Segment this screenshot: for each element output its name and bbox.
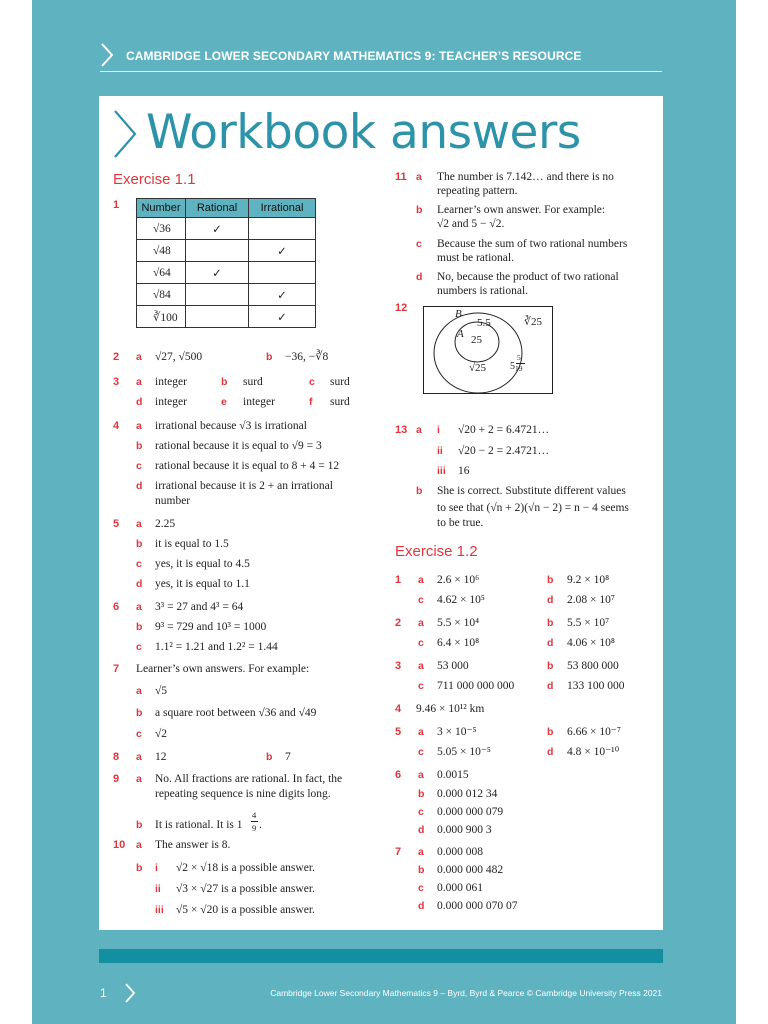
part-label: a bbox=[416, 171, 422, 183]
part-label: d bbox=[136, 578, 143, 590]
question-number: 9 bbox=[113, 773, 120, 785]
answer-text: 0.000 061 bbox=[437, 882, 483, 894]
part-label: d bbox=[418, 900, 425, 912]
answer-text: a square root between √36 and √49 bbox=[155, 707, 317, 719]
part-label: b bbox=[266, 751, 273, 763]
footer-bar bbox=[99, 949, 663, 963]
answer-text: irrational because it is 2 + an irrational bbox=[155, 480, 333, 492]
table-row bbox=[137, 306, 316, 328]
answer-text: √20 + 2 = 6.4721… bbox=[458, 424, 550, 436]
subpart-label: ii bbox=[155, 883, 161, 895]
number-cell: √84 bbox=[137, 284, 186, 306]
column-header: Number bbox=[137, 199, 186, 218]
part-label: a bbox=[136, 839, 142, 851]
part-label: c bbox=[416, 238, 422, 250]
part-label: d bbox=[136, 480, 143, 492]
part-label: a bbox=[418, 660, 424, 672]
part-label: b bbox=[136, 538, 143, 550]
part-label: a bbox=[136, 351, 142, 363]
part-label: b bbox=[221, 376, 228, 388]
part-label: b bbox=[416, 204, 423, 216]
rational-cell bbox=[186, 306, 249, 328]
subpart-label: ii bbox=[437, 445, 443, 457]
question-number: 7 bbox=[395, 846, 402, 858]
rational-cell bbox=[186, 240, 249, 262]
answer-text: No, because the product of two rational bbox=[437, 271, 619, 283]
question-number: 7 bbox=[113, 663, 120, 675]
question-number: 13 bbox=[395, 424, 408, 436]
venn-label-b: B bbox=[455, 308, 462, 320]
part-label: b bbox=[547, 660, 554, 672]
answer-text: surd bbox=[243, 376, 263, 388]
table-row bbox=[137, 240, 316, 262]
answer-text: to see that (√n + 2)(√n − 2) = n − 4 seems bbox=[437, 502, 629, 514]
answer-text: √20 − 2 = 2.4721… bbox=[458, 445, 550, 457]
answer-text: 3 × 10⁻⁵ bbox=[437, 726, 477, 738]
answer-text: it is equal to 1.5 bbox=[155, 538, 229, 550]
part-label: b bbox=[136, 819, 143, 831]
question-number: 6 bbox=[395, 769, 402, 781]
answer-text: must be rational. bbox=[437, 252, 514, 264]
question-number: 2 bbox=[113, 351, 120, 363]
answer-text: surd bbox=[330, 396, 350, 408]
answer-text: √27, √500 bbox=[155, 351, 203, 363]
part-label: d bbox=[547, 746, 554, 758]
page-number: 1 bbox=[100, 986, 107, 1000]
answer-text: Learner’s own answer. For example: bbox=[437, 204, 606, 216]
rational-cell bbox=[186, 284, 249, 306]
chevron-right-icon bbox=[124, 982, 136, 1004]
part-label: b bbox=[136, 707, 143, 719]
venn-label-a: A bbox=[457, 328, 464, 340]
answer-text: repeating sequence is nine digits long. bbox=[155, 788, 331, 800]
part-label: a bbox=[418, 846, 424, 858]
answer-text: 0.000 008 bbox=[437, 846, 483, 858]
answer-text: 6.4 × 10⁸ bbox=[437, 637, 480, 649]
subpart-label: iii bbox=[437, 465, 446, 477]
part-label: c bbox=[418, 806, 424, 818]
answer-text: √5 bbox=[155, 685, 168, 697]
part-label: b bbox=[136, 862, 143, 874]
answer-text: 5.5 × 10⁴ bbox=[437, 617, 480, 629]
table-row bbox=[137, 262, 316, 284]
exercise-1-2-title: Exercise 1.2 bbox=[395, 543, 478, 560]
part-label: c bbox=[418, 594, 424, 606]
chevron-right-icon bbox=[112, 108, 138, 160]
question-number: 1 bbox=[113, 199, 120, 211]
footer-credit: Cambridge Lower Secondary Mathematics 9 – Byrd, Byrd & Pearce © Cambridge University Press 2021 bbox=[270, 988, 662, 998]
venn-value: 5 bbox=[510, 361, 515, 372]
question-number: 8 bbox=[113, 751, 120, 763]
page-title: Workbook answers bbox=[146, 105, 581, 160]
answer-text: √5 × √20 is a possible answer. bbox=[176, 904, 315, 916]
answer-text: 1.1² = 1.21 and 1.2² = 1.44 bbox=[155, 641, 278, 653]
part-label: a bbox=[418, 726, 424, 738]
part-label: b bbox=[547, 726, 554, 738]
subpart-label: i bbox=[155, 862, 158, 874]
part-label: c bbox=[136, 558, 142, 570]
part-label: b bbox=[136, 621, 143, 633]
answer-text: integer bbox=[155, 376, 187, 388]
chevron-right-icon bbox=[100, 42, 114, 68]
irrational-cell bbox=[249, 218, 316, 240]
answer-text: 2.25 bbox=[155, 518, 176, 530]
question-number: 5 bbox=[113, 518, 120, 530]
answer-text: 9³ = 729 and 10³ = 1000 bbox=[155, 621, 267, 633]
answer-text: yes, it is equal to 1.1 bbox=[155, 578, 250, 590]
header-divider bbox=[100, 71, 662, 72]
answer-text: √2 × √18 is a possible answer. bbox=[176, 862, 315, 874]
fraction-denominator: 9 bbox=[252, 823, 257, 833]
fraction-numerator: 4 bbox=[252, 810, 257, 820]
answer-text: 0.000 000 482 bbox=[437, 864, 504, 876]
question-number: 11 bbox=[395, 171, 407, 183]
part-label: d bbox=[416, 271, 423, 283]
answer-text: √2 bbox=[155, 728, 168, 740]
number-cell: ∛100 bbox=[137, 306, 186, 328]
part-label: a bbox=[136, 376, 142, 388]
subpart-label: i bbox=[437, 424, 440, 436]
part-label: a bbox=[418, 574, 424, 586]
part-label: c bbox=[418, 746, 424, 758]
question-number: 2 bbox=[395, 617, 402, 629]
answer-text: She is correct. Substitute different values bbox=[437, 485, 626, 497]
answer-text: irrational because √3 is irrational bbox=[155, 420, 307, 432]
question-number: 3 bbox=[395, 660, 402, 672]
answer-text: 0.000 900 3 bbox=[437, 824, 492, 836]
rational-cell: ✓ bbox=[186, 262, 249, 284]
part-label: b bbox=[547, 617, 554, 629]
question-number: 4 bbox=[395, 703, 402, 715]
answer-text: 5.5 × 10⁷ bbox=[567, 617, 610, 629]
answer-text: 53 000 bbox=[437, 660, 469, 672]
exercise-1-1-title: Exercise 1.1 bbox=[113, 171, 196, 188]
question-number: 4 bbox=[113, 420, 120, 432]
part-label: d bbox=[547, 637, 554, 649]
irrational-cell: ✓ bbox=[249, 306, 316, 328]
rational-irrational-table bbox=[136, 198, 316, 328]
question-number: 1 bbox=[395, 574, 402, 586]
answer-text: repeating pattern. bbox=[437, 185, 518, 197]
part-label: c bbox=[418, 637, 424, 649]
venn-value: 25 bbox=[471, 334, 482, 346]
answer-text: √3 × √27 is a possible answer. bbox=[176, 883, 315, 895]
header-title: CAMBRIDGE LOWER SECONDARY MATHEMATICS 9: TEACHER’S RESOURCE bbox=[126, 49, 582, 63]
answer-text: 12 bbox=[155, 751, 167, 763]
part-label: f bbox=[309, 396, 313, 408]
rational-cell: ✓ bbox=[186, 218, 249, 240]
answer-text: 16 bbox=[458, 465, 470, 477]
part-label: a bbox=[136, 751, 142, 763]
part-label: d bbox=[418, 824, 425, 836]
answer-text: −36, −∛8 bbox=[285, 351, 329, 363]
part-label: c bbox=[136, 641, 142, 653]
part-label: c bbox=[309, 376, 315, 388]
question-number: 12 bbox=[395, 302, 408, 314]
part-label: b bbox=[418, 864, 425, 876]
irrational-cell: ✓ bbox=[249, 284, 316, 306]
venn-value: 5.5 bbox=[477, 317, 491, 329]
column-header: Irrational bbox=[249, 199, 316, 218]
part-label: e bbox=[221, 396, 227, 408]
question-number: 10 bbox=[113, 839, 126, 851]
table-row bbox=[137, 218, 316, 240]
part-label: d bbox=[547, 680, 554, 692]
column-header: Rational bbox=[186, 199, 249, 218]
part-label: a bbox=[136, 773, 142, 785]
table-header-row bbox=[137, 199, 316, 218]
answer-text: 9.2 × 10⁸ bbox=[567, 574, 610, 586]
part-label: c bbox=[418, 882, 424, 894]
answer-text: yes, it is equal to 4.5 bbox=[155, 558, 250, 570]
part-label: b bbox=[418, 788, 425, 800]
part-label: a bbox=[416, 424, 422, 436]
answer-text: rational because it is equal to √9 = 3 bbox=[155, 440, 322, 452]
answer-text: number bbox=[155, 495, 191, 507]
answer-text: The number is 7.142… and there is no bbox=[437, 171, 614, 183]
answer-text: The answer is 8. bbox=[155, 839, 231, 851]
part-label: a bbox=[418, 617, 424, 629]
answer-text: 0.000 000 079 bbox=[437, 806, 504, 818]
number-cell: √36 bbox=[137, 218, 186, 240]
answer-text: 3³ = 27 and 4³ = 64 bbox=[155, 601, 244, 613]
fraction-bar bbox=[251, 821, 258, 822]
part-label: a bbox=[136, 518, 142, 530]
answer-text: 4.06 × 10⁸ bbox=[567, 637, 615, 649]
question-number: 3 bbox=[113, 376, 120, 388]
irrational-cell bbox=[249, 262, 316, 284]
answer-text: It is rational. It is 1 bbox=[155, 819, 243, 831]
part-label: b bbox=[547, 574, 554, 586]
table-row bbox=[137, 284, 316, 306]
answer-text: . bbox=[259, 819, 262, 831]
answer-text: 0.000 012 34 bbox=[437, 788, 498, 800]
answer-text: numbers is rational. bbox=[437, 285, 529, 297]
answer-text: 5.05 × 10⁻⁵ bbox=[437, 746, 491, 758]
answer-text: 9.46 × 10¹² km bbox=[416, 703, 485, 715]
part-label: c bbox=[136, 728, 142, 740]
venn-value: ∛25 bbox=[524, 316, 543, 328]
answer-text: 133 100 000 bbox=[567, 680, 625, 692]
answer-text: 0.000 000 070 07 bbox=[437, 900, 518, 912]
answer-text: 4.62 × 10⁵ bbox=[437, 594, 485, 606]
number-cell: √48 bbox=[137, 240, 186, 262]
subpart-label: iii bbox=[155, 904, 164, 916]
venn-fraction-denominator: 19 bbox=[515, 364, 523, 373]
answer-text: 2.08 × 10⁷ bbox=[567, 594, 615, 606]
answer-text: 7 bbox=[285, 751, 291, 763]
part-label: b bbox=[266, 351, 273, 363]
venn-value: √25 bbox=[469, 362, 487, 374]
part-label: a bbox=[136, 685, 142, 697]
answer-text: 2.6 × 10⁶ bbox=[437, 574, 480, 586]
answer-text: integer bbox=[243, 396, 275, 408]
answer-text: rational because it is equal to 8 + 4 = 12 bbox=[155, 460, 340, 472]
number-cell: √64 bbox=[137, 262, 186, 284]
answer-text: 53 800 000 bbox=[567, 660, 619, 672]
answer-text: √2 and 5 − √2. bbox=[437, 218, 505, 230]
answer-text: 6.66 × 10⁻⁷ bbox=[567, 726, 621, 738]
venn-fraction-numerator: 5 bbox=[517, 353, 521, 362]
answer-text: Learner’s own answers. For example: bbox=[136, 663, 310, 675]
answer-text: 711 000 000 000 bbox=[437, 680, 515, 692]
answer-text: No. All fractions are rational. In fact, the bbox=[155, 773, 343, 785]
part-label: d bbox=[136, 396, 143, 408]
answer-text: surd bbox=[330, 376, 350, 388]
part-label: d bbox=[547, 594, 554, 606]
part-label: a bbox=[136, 420, 142, 432]
part-label: c bbox=[418, 680, 424, 692]
answer-text: Because the sum of two rational numbers bbox=[437, 238, 628, 250]
part-label: b bbox=[416, 485, 423, 497]
part-label: a bbox=[418, 769, 424, 781]
answer-text: 4.8 × 10⁻¹⁰ bbox=[567, 746, 620, 758]
answer-text: 0.0015 bbox=[437, 769, 469, 781]
answer-text: to be true. bbox=[437, 517, 484, 529]
question-number: 6 bbox=[113, 601, 120, 613]
part-label: a bbox=[136, 601, 142, 613]
answer-text: integer bbox=[155, 396, 187, 408]
part-label: c bbox=[136, 460, 142, 472]
irrational-cell: ✓ bbox=[249, 240, 316, 262]
part-label: b bbox=[136, 440, 143, 452]
question-number: 5 bbox=[395, 726, 402, 738]
